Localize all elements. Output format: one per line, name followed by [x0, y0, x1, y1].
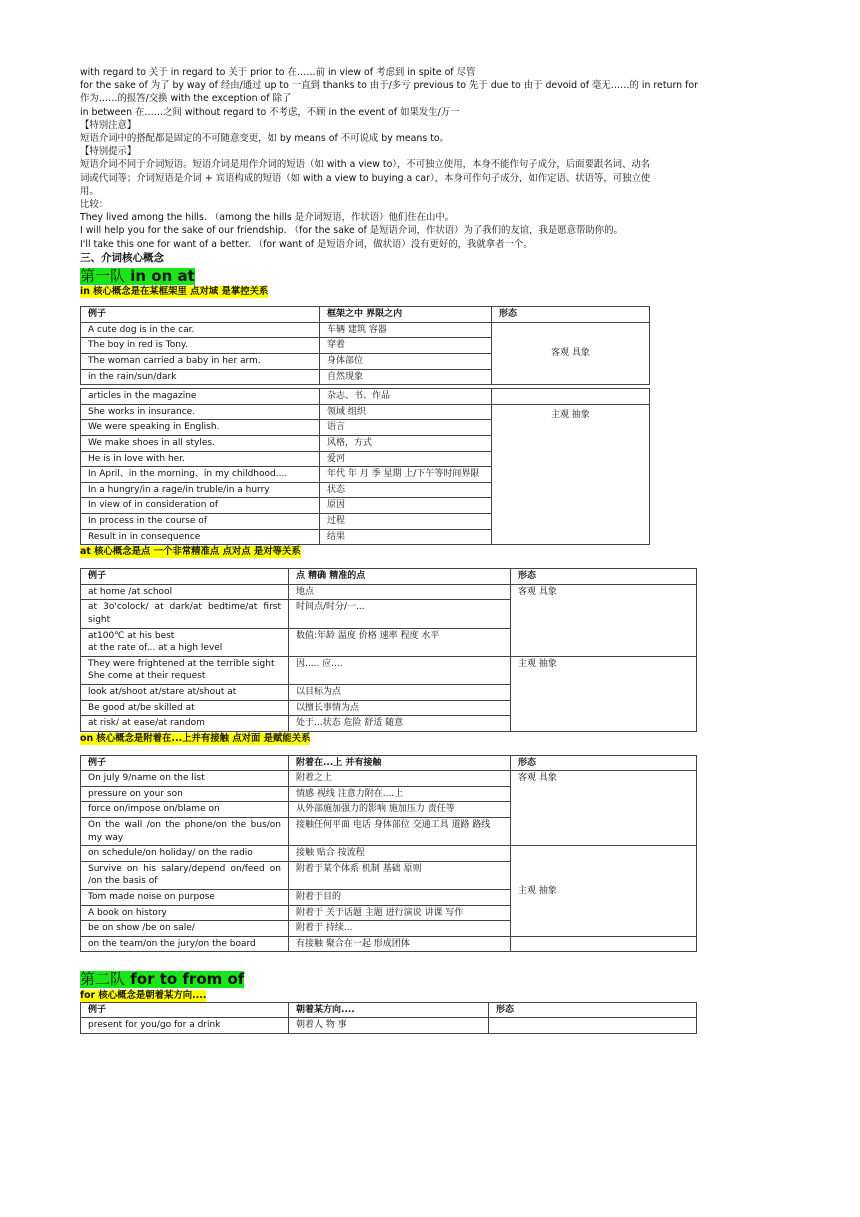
- table-row: [81, 846, 697, 862]
- meaning-cell: 语言: [320, 420, 492, 436]
- meaning-cell: 杂志、书、作品: [320, 389, 492, 405]
- example-cell: We make shoes in all styles.: [81, 436, 320, 452]
- table-row: [81, 584, 697, 600]
- text-line: for the sake of 为了 by way of 经由/通过 up to 一直到 thanks to 由于/多亏 previous to 先于 due to 由于 devoid of 毫无……的 in return for: [80, 80, 698, 92]
- example-cell: at100℃ at his best at the rate of... at a high level: [81, 628, 289, 656]
- table-row: [81, 936, 697, 952]
- meaning-cell: 地点: [289, 584, 511, 600]
- header-cell: 例子: [81, 1002, 289, 1018]
- at-table: [80, 568, 697, 732]
- header-cell: 例子: [81, 569, 289, 585]
- form-cell-empty: [492, 389, 650, 405]
- team2-title-cn: 第二队: [80, 970, 126, 989]
- meaning-cell: 情感 视线 注意力附在....上: [289, 786, 511, 802]
- section-heading: 三、介词核心概念: [80, 251, 164, 264]
- in-core-concept: in 核心概念是在某框架里 点对域 是掌控关系: [80, 286, 269, 298]
- meaning-cell: 处于...状态 危险 舒适 随意: [289, 716, 511, 732]
- header-cell: 例子: [81, 307, 320, 323]
- example-cell: be on show /be on sale/: [81, 921, 289, 937]
- example-cell: at home /at school: [81, 584, 289, 600]
- form-cell: 主观 抽象: [492, 404, 650, 544]
- on-core-concept: on 核心概念是附着在...上并有接触 点对面 是赋能关系: [80, 732, 311, 744]
- table-row: [81, 404, 650, 420]
- example-cell: Tom made noise on purpose: [81, 890, 289, 906]
- meaning-cell: 数值:年龄 温度 价格 速率 程度 水平: [289, 628, 511, 656]
- table-header-row: [81, 307, 650, 323]
- header-cell: 附着在...上 并有接触: [289, 755, 511, 771]
- example-cell: articles in the magazine: [81, 389, 320, 405]
- example-cell: On the wall /on the phone/on the bus/on my way: [81, 818, 289, 846]
- text-line: 短语介词不同于介词短语。短语介词是用作介词的短语（如 with a view to），不可独立使用，本身不能作句子成分，后面要跟名词、动名: [80, 159, 651, 171]
- text-line: 【特别注意】: [80, 119, 137, 131]
- text-line: with regard to 关于 in regard to 关于 prior to 在……前 in view of 考虑到 in spite of 尽管: [80, 67, 476, 78]
- in-table-objective: [80, 306, 650, 385]
- meaning-cell: 附着于 关于话题 主题 进行演说 讲课 写作: [289, 905, 511, 921]
- meaning-cell: 领域 组织: [320, 404, 492, 420]
- meaning-cell: 附着于 持续...: [289, 921, 511, 937]
- document-page: [80, 66, 782, 1034]
- team1-title: [80, 268, 195, 285]
- text-line: I will help you for the sake of our friendship. （for the sake of 是短语介词，作状语）为了我们的友谊，我是愿意帮助你的。: [80, 225, 623, 237]
- text-line: I'll take this one for want of a better. （for want of 是短语介词，做状语）没有更好的，我就拿者一个。: [80, 238, 533, 250]
- in-table-subjective: [80, 388, 650, 545]
- form-cell: 客观 具象: [492, 322, 650, 384]
- example-cell: In process in the course of: [81, 513, 320, 529]
- meaning-cell: 时间点/时分/一...: [289, 600, 511, 628]
- meaning-cell: 风格，方式: [320, 436, 492, 452]
- table-row: [81, 1018, 697, 1034]
- table-row: [81, 771, 697, 787]
- text-line: 短语介词中的搭配都是固定的不可随意变更，如 by means of 不可说成 by means to。: [80, 133, 450, 145]
- text-line: 比较：: [80, 199, 109, 211]
- meaning-cell: 过程: [320, 513, 492, 529]
- example-cell: In a hungry/in a rage/in truble/in a hurry: [81, 482, 320, 498]
- meaning-cell: 朝着人 物 事: [289, 1018, 489, 1034]
- example-cell: in the rain/sun/dark: [81, 369, 320, 385]
- example-cell: present for you/go for a drink: [81, 1018, 289, 1034]
- text-line: in between 在……之间 without regard to 不考虑，不顾 in the event of 如果发生/万一: [80, 106, 460, 118]
- header-cell: 例子: [81, 755, 289, 771]
- table-row: [81, 322, 650, 338]
- header-cell: 形态: [492, 307, 650, 323]
- meaning-cell: 接触任何平面 电话 身体部位 交通工具 道路 路线: [289, 818, 511, 846]
- example-cell: at 3o'colock/ at dark/at bedtime/at first sight: [81, 600, 289, 628]
- meaning-cell: 有接触 聚合在一起 形成团体: [289, 936, 511, 952]
- team1-title-cn: 第一队: [80, 267, 126, 286]
- example-cell: on the team/on the jury/on the board: [81, 936, 289, 952]
- intro-block: [80, 66, 782, 265]
- meaning-cell: 附着之上: [289, 771, 511, 787]
- meaning-cell: 附着于某个体系 机制 基础 原则: [289, 861, 511, 889]
- meaning-cell: 附着于目的: [289, 890, 511, 906]
- table-row: [81, 389, 650, 405]
- text-line: 词或代词等；介词短语是介词 + 宾语构成的短语（如 with a view to buying a car），本身可作句子成分，如作定语、状语等，可独立使: [80, 172, 651, 184]
- table-header-row: [81, 569, 697, 585]
- team1-title-en: in on at: [130, 267, 195, 286]
- example-cell: They were frightened at the terrible sight She come at their request: [81, 656, 289, 684]
- meaning-cell: 因..... 应....: [289, 656, 511, 684]
- meaning-cell: 以目标为点: [289, 684, 511, 700]
- meaning-cell: 穿着: [320, 338, 492, 354]
- for-table: [80, 1002, 697, 1034]
- meaning-cell: 原因: [320, 498, 492, 514]
- meaning-cell: 自然现象: [320, 369, 492, 385]
- form-cell-empty: [489, 1018, 697, 1034]
- example-cell: We were speaking in English.: [81, 420, 320, 436]
- meaning-cell: 爱河: [320, 451, 492, 467]
- for-core-concept: for 核心概念是朝着某方向....: [80, 989, 207, 1001]
- example-cell: Result in in consequence: [81, 529, 320, 545]
- example-cell: She works in insurance.: [81, 404, 320, 420]
- header-cell: 朝着某方向....: [289, 1002, 489, 1018]
- meaning-cell: 车辆 建筑 容器: [320, 322, 492, 338]
- example-cell: Be good at/be skilled at: [81, 700, 289, 716]
- meaning-cell: 结果: [320, 529, 492, 545]
- example-cell: A cute dog is in the car.: [81, 322, 320, 338]
- example-cell: In April、in the morning、in my childhood....: [81, 467, 320, 483]
- meaning-cell: 身体部位: [320, 354, 492, 370]
- example-cell: The woman carried a baby in her arm.: [81, 354, 320, 370]
- example-cell: pressure on your son: [81, 786, 289, 802]
- example-cell: at risk/ at ease/at random: [81, 716, 289, 732]
- header-cell: 形态: [489, 1002, 697, 1018]
- table-header-row: [81, 1002, 697, 1018]
- table-header-row: [81, 755, 697, 771]
- at-core-concept: at 核心概念是点 一个非常精准点 点对点 是对等关系: [80, 546, 301, 558]
- team2-title-en: for to from of: [130, 970, 245, 989]
- form-cell: 主观 抽象: [511, 656, 697, 731]
- form-cell-empty: [511, 936, 697, 952]
- form-cell: 客观 具象: [511, 584, 697, 656]
- header-cell: 形态: [511, 569, 697, 585]
- text-line: 作为……的报答/交换 with the exception of 除了: [80, 93, 292, 105]
- example-cell: He is in love with her.: [81, 451, 320, 467]
- table-row: [81, 656, 697, 684]
- form-cell: 客观 具象: [511, 771, 697, 846]
- meaning-cell: 状态: [320, 482, 492, 498]
- form-cell: 主观 抽象: [511, 846, 697, 937]
- header-cell: 形态: [511, 755, 697, 771]
- example-cell: on schedule/on holiday/ on the radio: [81, 846, 289, 862]
- meaning-cell: 接触 贴合 按流程: [289, 846, 511, 862]
- header-cell: 框架之中 界限之内: [320, 307, 492, 323]
- example-cell: In view of in consideration of: [81, 498, 320, 514]
- example-cell: force on/impose on/blame on: [81, 802, 289, 818]
- header-cell: 点 精确 精准的点: [289, 569, 511, 585]
- meaning-cell: 从外部施加强力的影响 施加压力 责任等: [289, 802, 511, 818]
- text-line: They lived among the hills. （among the hills 是介词短语，作状语）他们住在山中。: [80, 212, 455, 224]
- text-line: 用。: [80, 185, 99, 197]
- on-table: [80, 755, 697, 953]
- team2-title: [80, 971, 244, 988]
- example-cell: A book on history: [81, 905, 289, 921]
- meaning-cell: 以擅长事情为点: [289, 700, 511, 716]
- text-line: 【特别提示】: [80, 146, 137, 158]
- meaning-cell: 年代 年 月 季 星期 上/下午等时间界限: [320, 467, 492, 483]
- example-cell: On july 9/name on the list: [81, 771, 289, 787]
- example-cell: The boy in red is Tony.: [81, 338, 320, 354]
- example-cell: look at/shoot at/stare at/shout at: [81, 684, 289, 700]
- example-cell: Survive on his salary/depend on/feed on /on the basis of: [81, 861, 289, 889]
